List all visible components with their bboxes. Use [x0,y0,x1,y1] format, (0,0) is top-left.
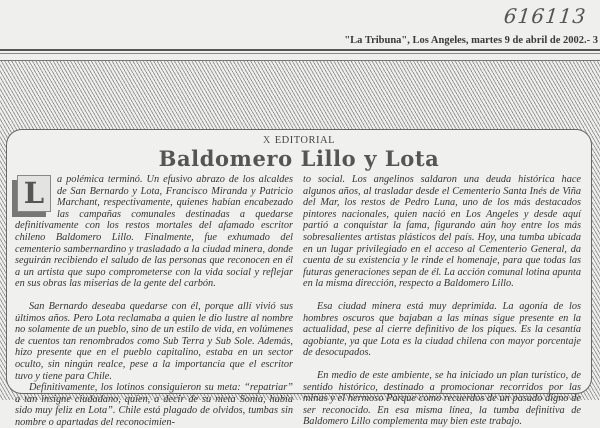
article-paragraph [15,174,293,290]
header-rule-thin [0,53,600,54]
hatched-border-frame [0,60,600,428]
editorial-panel [6,129,592,428]
section-label [7,135,591,146]
article-paragraph: San Bernardo deseaba quedarse con él, porque allí vivió sus últimos años. Pero Lota reclamaba a quien le dio lustre al nombre no solamente de un pueblo, sino de un estilo de vida, en volúmenes de cuentos tan renombrados como Sub Terra y Sub Sole. Además, hizo presente que en el pueblo capitalino, estaba en un sector oculto, sin ningún realce, pese a la importancia que el escritor tuvo y tiene para Chile. [15,300,293,382]
article-paragraph: Definitivamente, los lotinos consiguieron su meta: “repatriar” a tan insigne ciudadano, quien, a decir de su nieta Sonia, había sido muy feliz en Lota”. Chile está plagado de olvidos, tumbas sin nombre o apartadas del reconocimien- [15,382,293,428]
handwritten-check-mark: X [262,135,271,146]
article-paragraph: En medio de este ambiente, se ha iniciado un plan turístico, de sentido histórico, destinado a promocionar recorridos por las minas y el hermoso Parque como recuerdos de un pasado digno de ser reconocido. En esa misma línea, la tumba definitiva de Baldomero Lillo complementa muy bien este trabajo. [303,369,581,428]
handwritten-archive-number: 616113 [502,4,588,28]
drop-cap [17,175,51,212]
article-column-left [15,174,293,428]
drop-cap-letter: L [23,176,45,210]
article-headline: Baldomero Lillo y Lota [158,146,440,171]
paragraph-text: a polémica terminó. Un efusivo abrazo de los alcaldes de San Bernardo y Lota, Francisco Miranda y Patricio Marchant, respectivamente, quienes habían encabezado las campañas comunales destinadas a quedarse definitivamente con los restos mortales del afamado escritor chileno Baldomero Lillo. Finalmente, fue exhumado del cementerio sambernardino y trasladado a la ciudad minera, donde seguirán recibiendo el saludo de las personas que reconocen en él a un artista que supo comprometerse con la vida social y reflejar en sus obras las miserias de la gente del carbón. [15,174,293,290]
article-column-right [303,174,581,428]
header-rule [0,49,600,51]
article-paragraph: to social. Los angelinos saldaron una deuda histórica hace algunos años, al trasladar desde el Cementerio Santa Inés de Viña del Mar, los restos de Pedro Luna, uno de los más destacados pintores nacionales, quien nació en Los Angeles y desde aquí partió a conquistar la fama, figurando aún hoy entre los más sobresalientes artistas plásticos del país. Hoy, una tumba ubicada en un lugar privilegiado en el acceso al Cementerio General, da cuenta de su existencia y le rinde el homenaje, para que todas las futuras generaciones sepan de él. La acción comunal lotina apunta en la misma dirección, respecto a Baldomero Lillo. [303,174,581,290]
section-label-text: EDITORIAL [274,135,336,146]
publication-dateline: "La Tribuna", Los Angeles, martes 9 de abril de 2002.- 3 [344,35,598,46]
article-paragraph: Esa ciudad minera está muy deprimida. La agonía de los hombres oscuros que bajaban a las minas sigue presente en la actualidad, pese al cierre definitivo de los piques. Es la cesantía agobiante, ya que Lota es la ciudad chilena con mayor porcentaje de desocupados. [303,300,581,359]
